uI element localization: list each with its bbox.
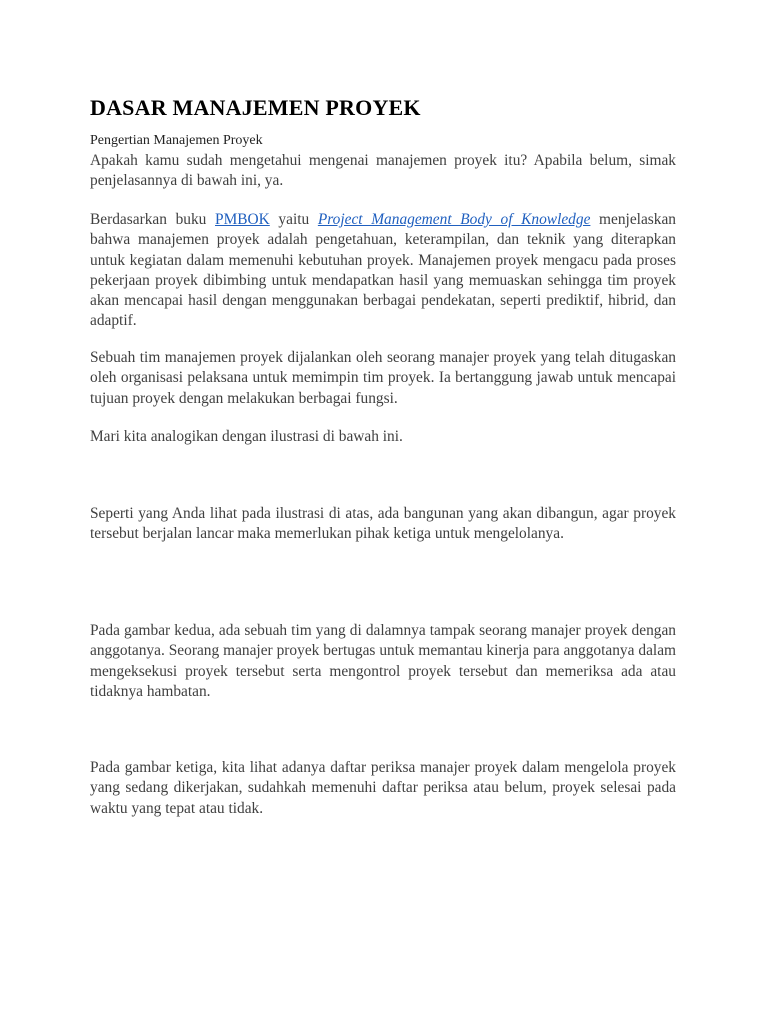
paragraph-illustration-3: Pada gambar ketiga, kita lihat adanya daftar periksa manajer proyek dalam mengelola proyek yang sedang dikerjakan, sudahkah memenuhi daftar periksa atau belum, proyek selesai pada waktu yang tepat atau tidak. — [90, 759, 676, 817]
paragraph-definition — [90, 210, 676, 332]
paragraph-team: Sebuah tim manajemen proyek dijalankan oleh seorang manajer proyek yang telah ditugaskan oleh organisasi pelaksana untuk memimpin tim proyek. Ia bertanggung jawab untuk mencapai tujuan proyek dengan melakukan berbagai fungsi. — [90, 349, 676, 407]
pmbok-link[interactable]: PMBOK — [215, 211, 270, 228]
paragraph-illustration-2: Pada gambar kedua, ada sebuah tim yang di dalamnya tampak seorang manajer proyek dengan anggotanya. Seorang manajer proyek bertugas untuk memantau kinerja para anggotanya dalam mengeksekusi proyek tersebut serta mengontrol proyek tersebut dan memeriksa ada atau tidaknya hambatan. — [90, 622, 676, 700]
pmbok-fullname-link[interactable]: Project Management Body of Knowledge — [317, 211, 591, 228]
paragraph-definition-middle: yaitu — [269, 211, 318, 228]
paragraph-intro: Apakah kamu sudah mengetahui mengenai manajemen proyek itu? Apabila belum, simak penjelasannya di bawah ini, ya. — [90, 152, 676, 190]
paragraph-definition-prefix: Berdasarkan buku — [90, 211, 216, 228]
paragraph-analogy: Mari kita analogikan dengan ilustrasi di bawah ini. — [90, 428, 403, 445]
paragraph-illustration-1: Seperti yang Anda lihat pada ilustrasi di atas, ada bangunan yang akan dibangun, agar proyek tersebut berjalan lancar maka memerlukan pihak ketiga untuk mengelolanya. — [90, 505, 676, 543]
paragraph-definition-suffix: menjelaskan bahwa manajemen proyek adalah pengetahuan, keterampilan, dan teknik yang diterapkan untuk kegiatan dalam memenuhi kebutuhan proyek. Manajemen proyek mengacu pada proses pekerjaan proyek dibimbing untuk mendapatkan hasil yang memuaskan sehingga tim proyek akan mencapai hasil dengan menggunakan berbagai pendekatan, seperti prediktif, hibrid, dan adaptif. — [90, 211, 676, 330]
section-subtitle: Pengertian Manajemen Proyek — [90, 133, 263, 148]
document-title: DASAR MANAJEMEN PROYEK — [90, 95, 421, 120]
